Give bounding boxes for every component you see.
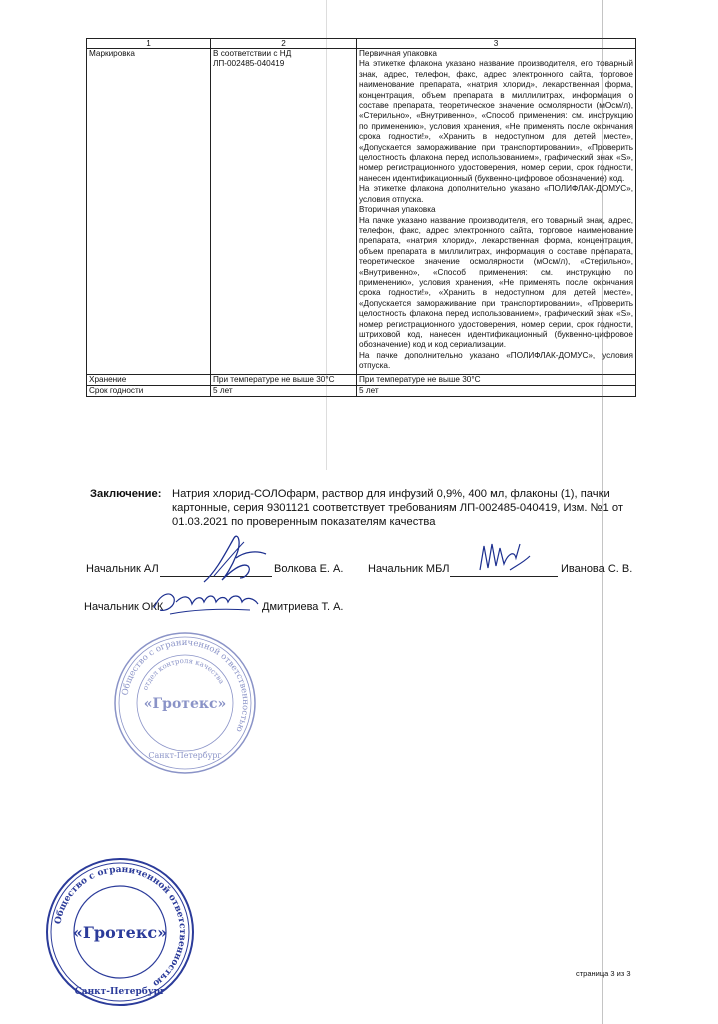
stamp2-center-text: «Гротекс» [72,923,168,942]
storage-label: Хранение [87,374,211,385]
okk-head-title: Начальник ОКК [84,601,164,613]
page-number: страница 3 из 3 [576,969,631,978]
okk-signature [150,584,262,620]
stamp2-outer-text: Общество с ограниченной ответственностью [53,864,188,989]
stamp1-center-text: «Гротекс» [143,696,227,712]
table-row-marking [87,49,636,375]
shelf-life-norm: 5 лет [211,386,357,397]
mbl-head-name: Иванова С. В. [561,563,633,575]
column-number-2: 2 [211,39,357,49]
shelf-life-label: Срок годности [87,386,211,397]
table-row-storage [87,374,636,385]
shelf-life-result: 5 лет [357,386,636,397]
mbl-signature-line [450,576,558,577]
conclusion-label: Заключение: [90,488,162,500]
al-head-name: Волкова Е. А. [274,563,344,575]
marking-norm: В соответствии с НД ЛП-002485-040419 [211,49,357,375]
storage-norm: При температуре не выше 30°С [211,374,357,385]
stamp1-outer-text: Общество с ограниченной ответственностью [120,637,251,734]
mbl-head-title: Начальник МБЛ [368,563,450,575]
al-head-title: Начальник АЛ [86,563,159,575]
scan-artifact-line [326,0,327,470]
stamp1-city-text: Санкт-Петербург [148,751,222,760]
marking-result: Первичная упаковка На этикетке флакона указано название производителя, его товарный знак, адрес, телефон, факс, адрес электронного сайта, торговое наименование препарата, «натрия хлорид», лекарственная форма, концентрация, объем препарата в миллилитрах, информация о составе препарата, теоретическое значение осмолярности (мОсм/л), «Стерильно», «Внутривенно», «Способ применения: см. инструкцию по применению», условия хранения, «Не применять после окончания срока годности!», «Хранить в недоступном для детей месте», «Допускается замораживание при транспортировании», «Проверить целостность флакона перед использованием», графический знак «S», номер регистрационного удостоверения, номер серии, срок годности, нанесен идентификационный (буквенно-цифровое обозначение) код. На этикетке флакона дополнительно указано «ПОЛИФЛАК-ДОМУС», условия отпуска. Вторичная упаковка На пачке указано название производителя, его товарный знак, адрес, телефон, факс, адрес электронного сайта, торговое наименование препарата, «натрия хлорид», лекарственная форма, концентрация, объем препарата в миллилитрах, информация о составе препарата, теоретическое значение осмолярности (мОсм/л), «Стерильно», «Внутривенно», «Способ применения: см. инструкцию по применению», условия хранения, «Не применять после окончания срока годности!», «Хранить в недоступном для детей месте», «Допускается замораживание при транспортировании», «Проверить целостность флакона перед использованием», графический знак «S», номер регистрационного удостоверения, номер серии, срок годности, штриховой код, нанесен идентификационный (буквенно-цифровое обозначение) код и код сериализации. На пачке дополнительно указано «ПОЛИФЛАК-ДОМУС», условия отпуска. [357,49,636,375]
stamp2-city-text: Санкт-Петербург [74,987,166,997]
column-number-1: 1 [87,39,211,49]
al-signature [196,532,276,590]
stamp1-inner-text: отдел контроля качества [141,656,226,692]
conclusion-text: Натрия хлорид-СОЛОфарм, раствор для инфузий 0,9%, 400 мл, флаконы (1), пачки картонные, серия 9301121 соответствует требованиям ЛП-002485-040419, Изм. №1 от 01.03.2021 по проверенным показателям качества [172,488,623,529]
table-row-shelf-life [87,386,636,397]
company-stamp-qc [112,630,258,776]
table-header-row [87,39,636,49]
marking-label: Маркировка [87,49,211,375]
okk-head-name: Дмитриева Т. А. [262,601,344,613]
mbl-signature [476,540,532,576]
storage-result: При температуре не выше 30°С [357,374,636,385]
specification-table [86,38,636,397]
column-number-3: 3 [357,39,636,49]
company-stamp [44,856,196,1008]
